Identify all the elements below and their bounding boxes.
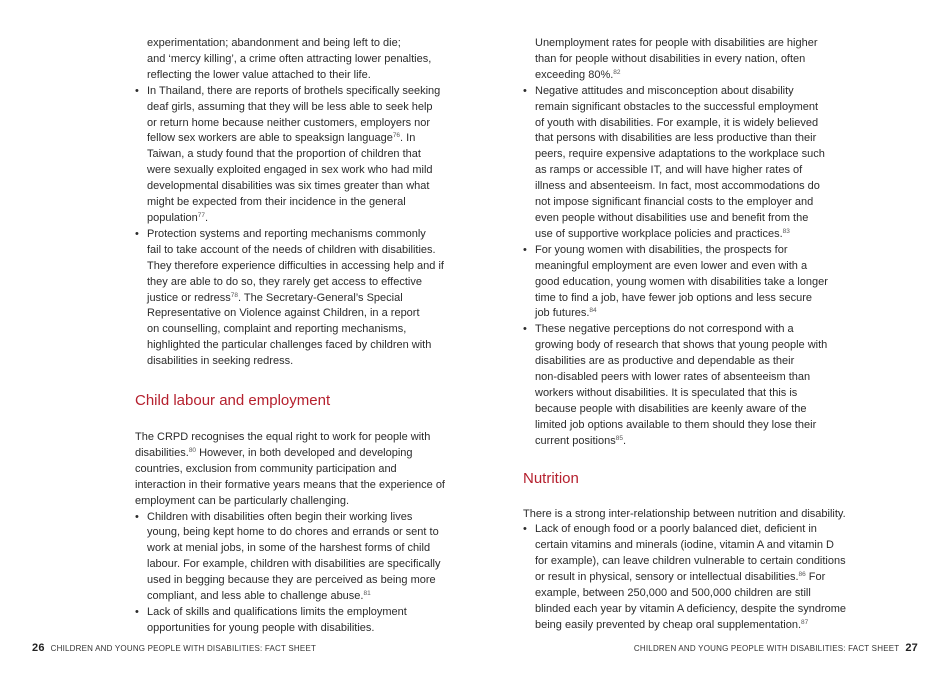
line-text: justice or redress (147, 291, 231, 304)
line-text: good education, young women with disabilities take a longer (535, 275, 828, 288)
footnote-ref: 86 (798, 571, 806, 579)
footnote-ref: 78 (230, 291, 238, 299)
footnote-ref: 84 (589, 307, 597, 315)
text-line (147, 227, 430, 243)
text-line (147, 621, 430, 637)
line-text: interaction in their formative years means that the experience of (135, 478, 445, 491)
line-text: developmental disabilities was six times greater than what (147, 180, 430, 193)
line-text: for example), can leave children vulnerable to certain conditions (535, 555, 846, 568)
text-line (147, 322, 430, 338)
footnote-ref: 82 (613, 68, 621, 76)
bullet-item (523, 322, 828, 449)
text-line (535, 275, 828, 291)
line-text: disabilities are as productive and dependable as their (535, 355, 795, 368)
text-line (535, 618, 818, 634)
bullet-item (135, 84, 441, 227)
line-text-after: . (622, 434, 627, 447)
line-text: even people without disabilities use and benefit from the (535, 211, 809, 224)
text-line (535, 195, 818, 211)
line-text: workers without disabilities. It is speculated that this is (535, 386, 798, 399)
text-line (523, 507, 846, 523)
line-text: There is a strong inter-relationship between nutrition and disability. (523, 507, 846, 520)
text-line (535, 386, 818, 402)
left-paragraph (135, 430, 445, 510)
line-text: disabilities in seeking redress. (147, 355, 294, 368)
text-line (535, 354, 818, 370)
line-text: exceeding 80%. (535, 68, 614, 81)
line-text: not impose significant financial costs to the employer and (535, 196, 814, 209)
line-text: countries, exclusion from community participation and (135, 462, 397, 475)
text-line (147, 116, 430, 132)
line-text: peers, require expensive adaptations to the workplace such (535, 148, 825, 161)
line-text: Unemployment rates for people with disabilities are higher (535, 37, 818, 49)
section-heading-nutrition: Nutrition (523, 469, 579, 487)
line-text: remain significant obstacles to the successful employment (535, 100, 819, 113)
line-text-after: . In (400, 132, 416, 145)
footnote-ref: 77 (197, 211, 206, 219)
footnote-ref: 87 (801, 618, 809, 626)
line-text: fail to take account of the needs of children with disabilities. (147, 243, 436, 256)
line-text: work at menial jobs, in some of the harshest forms of child (147, 542, 431, 555)
line-text: opportunities for young people with disabilities. (147, 621, 375, 634)
text-line (147, 131, 430, 147)
text-line (147, 573, 436, 589)
footnote-ref: 85 (615, 434, 623, 442)
text-line (535, 100, 818, 116)
text-line (147, 557, 441, 573)
line-text: illness and absenteeism. In fact, most accommodations do (535, 180, 820, 193)
text-line (535, 338, 828, 354)
line-text: Taiwan, a study found that the proportion of children that (147, 148, 421, 161)
line-text: than for people without disabilities in every nation, often (535, 52, 806, 65)
left-bullets-bottom (135, 510, 441, 637)
line-text: because people with disabilities are keenly aware of the (535, 402, 807, 415)
text-line (147, 291, 430, 307)
line-text: labour. For example, children with disabilities are specifically (147, 558, 441, 571)
text-line (535, 36, 818, 52)
text-line (147, 338, 430, 354)
footnote-ref: 80 (188, 446, 197, 454)
left-column (135, 36, 445, 637)
line-text: meaningful employment are even lower and even with a (535, 259, 808, 272)
line-text: might be expected from their incidence in the general (147, 196, 406, 209)
line-text: that persons with disabilities are less productive than their (535, 132, 817, 145)
text-line (147, 605, 430, 621)
footer-title-left: CHILDREN AND YOUNG PEOPLE WITH DISABILITIES: FACT SHEET (50, 644, 317, 653)
line-text: non-disabled peers with lower rates of absenteeism than (535, 371, 811, 384)
line-text: Children with disabilities often begin their working lives (147, 510, 413, 523)
line-text: employment can be particularly challenging. (135, 494, 350, 507)
footer-right (634, 642, 918, 654)
text-line (147, 147, 430, 163)
text-line (535, 570, 826, 586)
text-line (135, 494, 430, 510)
line-text: as ramps or accessible IT, and will have higher rates of (535, 164, 803, 177)
text-line (535, 554, 846, 570)
text-line (147, 354, 430, 370)
text-line (535, 322, 818, 338)
line-text: they are able to do so, they rarely get access to effective (147, 275, 422, 288)
left-intro (147, 36, 430, 84)
text-line (147, 195, 430, 211)
text-line (535, 147, 825, 163)
line-text: job futures. (535, 307, 590, 320)
line-text: young, being kept home to do chores and errands or sent to (147, 526, 439, 539)
line-text-after: For (805, 571, 826, 584)
text-line (535, 586, 818, 602)
text-line (135, 446, 430, 462)
page-number-left: 26 (32, 642, 45, 654)
text-line (535, 227, 818, 243)
line-text: used in begging because they are perceived as being more (147, 574, 436, 587)
text-line (535, 306, 818, 322)
line-text: fellow sex workers are able to speaksign language (147, 132, 393, 145)
line-text: Representative on Violence against Children, in a report (147, 307, 420, 320)
text-line (535, 163, 818, 179)
text-line (147, 84, 441, 100)
text-line (535, 538, 834, 554)
footer-left (32, 642, 316, 654)
right-paragraph (523, 507, 846, 523)
text-line (535, 68, 818, 84)
footer-title-right: CHILDREN AND YOUNG PEOPLE WITH DISABILITIES: FACT SHEET (633, 644, 900, 653)
text-line (147, 510, 430, 526)
bullet-item (523, 84, 825, 243)
text-line (147, 163, 433, 179)
text-line (535, 259, 818, 275)
text-line (147, 179, 430, 195)
text-line: experimentation; abandonment and being left to die; (147, 37, 401, 49)
text-line (147, 525, 439, 541)
text-line: reflecting the lower value attached to their life. (147, 68, 371, 81)
line-text: compliant, and less able to challenge abuse. (147, 590, 364, 603)
text-line (147, 306, 430, 322)
text-line (147, 589, 430, 605)
line-text: were sexually exploited engaged in sex work who had mild (147, 164, 433, 177)
line-text: being easily prevented by cheap oral supplementation. (535, 618, 802, 631)
bullet-item (135, 605, 430, 637)
line-text: The CRPD recognises the equal right to work for people with (135, 431, 431, 444)
line-text: certain vitamins and minerals (iodine, vitamin A and vitamin D (535, 539, 834, 552)
bullet-item (135, 510, 441, 605)
line-text: use of supportive workplace policies and practices. (535, 227, 783, 240)
line-text: For young women with disabilities, the prospects for (535, 243, 788, 256)
line-text: time to find a job, have fewer job options and less secure (535, 291, 812, 304)
text-line (135, 462, 430, 478)
line-text-after: However, in both developed and developing (196, 446, 413, 459)
text-line (535, 434, 818, 450)
line-text: on counselling, complaint and reporting mechanisms, (147, 323, 407, 336)
line-text: highlighted the particular challenges faced by children with (147, 339, 432, 352)
text-line: and ‘mercy killing’, a crime often attracting lower penalties, (147, 52, 432, 65)
line-text: or return home because neither customers, employers nor (147, 116, 431, 129)
line-text: current positions (535, 434, 616, 447)
line-text: growing body of research that shows that young people with (535, 339, 828, 352)
text-line (535, 402, 818, 418)
line-text: Lack of enough food or a poorly balanced diet, deficient in (535, 523, 817, 536)
text-line (535, 291, 818, 307)
text-line (147, 275, 430, 291)
section-heading-child-labour: Child labour and employment (135, 392, 331, 410)
left-bullets-top (135, 84, 444, 370)
line-text: or result in physical, sensory or intellectual disabilities. (535, 571, 799, 584)
text-line (535, 418, 818, 434)
text-line (535, 602, 847, 618)
right-bullets-bottom (523, 522, 847, 633)
line-text: In Thailand, there are reports of brothels specifically seeking (147, 84, 441, 97)
footnote-ref: 81 (363, 590, 371, 598)
text-line (535, 211, 818, 227)
text-line (535, 179, 818, 195)
bullet-item (523, 243, 828, 323)
page-number-right: 27 (905, 642, 918, 654)
text-line (147, 100, 433, 116)
line-text: disabilities. (135, 446, 189, 459)
footnote-ref: 76 (392, 132, 401, 140)
line-text: Lack of skills and qualifications limits the employment (147, 606, 407, 618)
text-line (147, 541, 430, 557)
line-text-after: . (205, 211, 209, 224)
bullet-item (523, 522, 847, 633)
line-text: limited job options available to them should they lose their (535, 418, 817, 431)
line-text: Protection systems and reporting mechanisms commonly (147, 227, 426, 240)
footnote-ref: 83 (782, 227, 790, 235)
line-text: blinded each year by vitamin A deficiency, despite the syndrome (535, 603, 847, 615)
bullet-item (135, 227, 444, 370)
right-intro (535, 36, 818, 84)
line-text: They therefore experience difficulties in accessing help and if (147, 259, 444, 272)
line-text: population (147, 211, 198, 224)
line-text: deaf girls, assuming that they will be less able to seek help (147, 100, 433, 113)
text-line (147, 243, 436, 259)
line-text: of youth with disabilities. For example, it is widely believed (535, 116, 819, 129)
text-line (535, 84, 818, 100)
text-line (535, 370, 818, 386)
text-line (535, 522, 818, 538)
text-line (535, 131, 818, 147)
line-text: These negative perceptions do not correspond with a (535, 323, 794, 336)
text-line (135, 430, 430, 446)
line-text-after: . The Secretary-General’s Special (238, 291, 403, 304)
line-text: example, between 250,000 and 500,000 children are still (535, 587, 811, 600)
text-line (147, 211, 430, 227)
text-line (535, 116, 818, 132)
right-column (523, 36, 847, 634)
line-text: Negative attitudes and misconception about disability (535, 84, 794, 97)
text-line (147, 259, 444, 275)
text-line (535, 243, 818, 259)
right-bullets-top (523, 84, 828, 450)
text-line (535, 52, 818, 68)
text-line (135, 478, 445, 494)
